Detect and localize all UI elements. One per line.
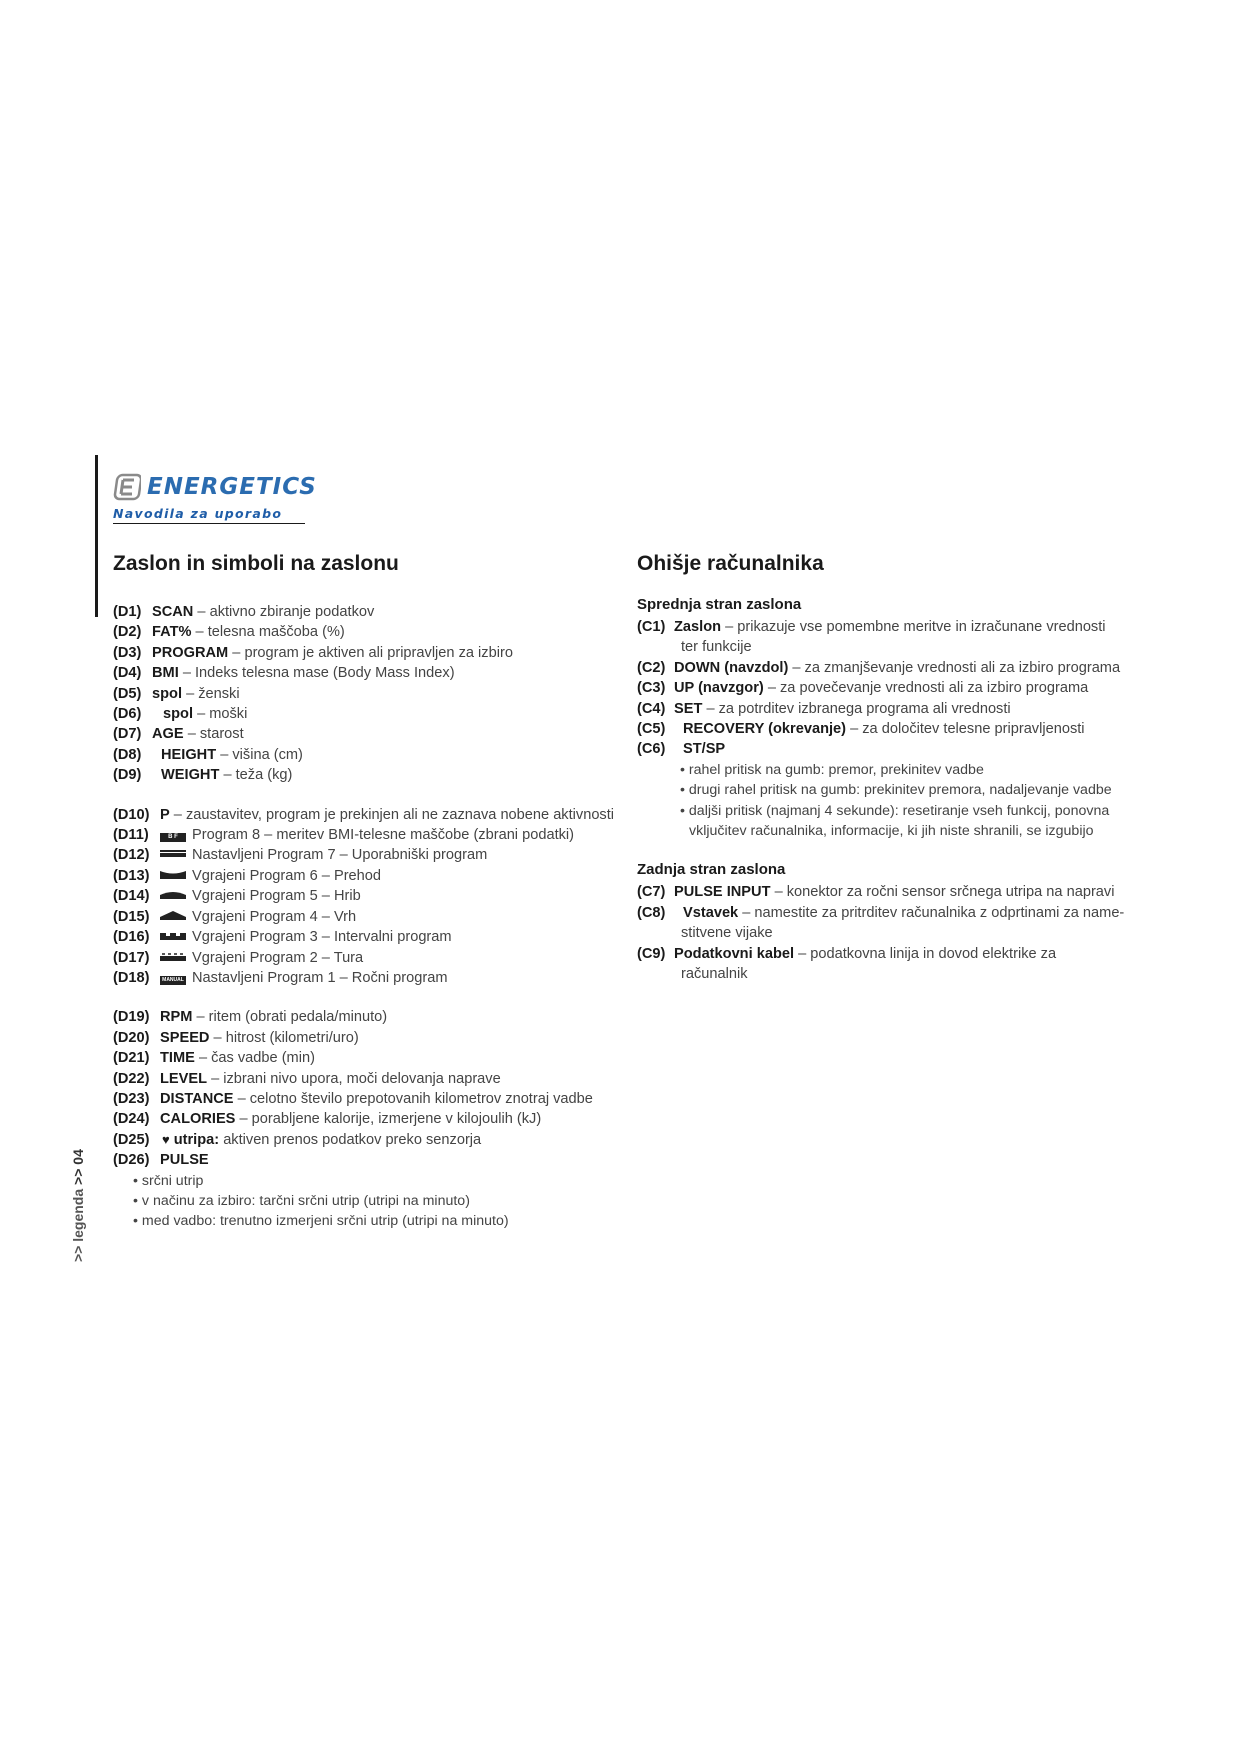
list-item: (C9) Podatkovni kabel – podatkovna linija in dovod elektrike za [637, 945, 1057, 962]
list-item: (D22) LEVEL – izbrani nivo upora, moči delovanja naprave [113, 1070, 501, 1087]
list-item: (D23) DISTANCE – celotno število prepotovanih kilometrov znotraj vadbe [113, 1090, 593, 1107]
list-item: (D14) Vgrajeni Program 5 – Hrib [113, 888, 361, 905]
list-item: (D2) FAT% – telesna maščoba (%) [113, 624, 345, 641]
list-item: (C5) RECOVERY (okrevanje) – za določitev telesne pripravljenosti [637, 721, 1085, 738]
list-item: (D16) Vgrajeni Program 3 – Intervalni program [113, 929, 452, 946]
heart-icon: ♥ [162, 1131, 170, 1147]
front-heading: Sprednja stran zaslona [637, 596, 802, 613]
list-item: (D18) MANUAL Nastavljeni Program 1 – Ročni program [113, 969, 448, 986]
list-item: (D21) TIME – čas vadbe (min) [113, 1050, 315, 1067]
symbol-list-2 [113, 805, 633, 989]
list-item: (D19) RPM – ritem (obrati pedala/minuto) [113, 1009, 388, 1026]
list-item: (D17) Vgrajeni Program 2 – Tura [113, 949, 364, 966]
list-item: (D6) spol – moški [113, 706, 248, 723]
list-item: (D13) Vgrajeni Program 6 – Prehod [113, 867, 382, 884]
header-rule [95, 455, 98, 617]
list-item: (D11) B F Program 8 – meritev BMI-telesne maščobe (zbrani podatki) [113, 827, 575, 844]
pulse-bullet: • srčni utrip [133, 1172, 204, 1189]
list-item: (D5) spol – ženski [113, 685, 240, 702]
list-item: (D9) WEIGHT – teža (kg) [113, 767, 293, 784]
st-sp-bullet-continuation: vključitev računalnika, informacije, ki jih niste shranili, se izgubijo [689, 823, 1094, 840]
list-item: (D7) AGE – starost [113, 726, 244, 743]
brand-logo [113, 473, 317, 501]
list-item-continuation: računalnik [681, 966, 748, 983]
list-item: (D3) PROGRAM – program je aktiven ali pripravljen za izbiro [113, 644, 513, 661]
section-title: Ohišje računalnika [637, 552, 824, 575]
side-page-tab: >> legenda >> 04 [70, 1149, 86, 1262]
symbol-list-1 [113, 602, 633, 786]
list-item: (D15) Vgrajeni Program 4 – Vrh [113, 908, 357, 925]
list-item: (C3) UP (navzgor) – za povečevanje vrednosti ali za izbiro programa [637, 680, 1089, 697]
user-program-icon [160, 849, 186, 858]
section-title: Zaslon in simboli na zaslonu [113, 552, 399, 575]
brand-subtitle: Navodila za uporabo [113, 506, 305, 524]
pulse-bullet: • med vadbo: trenutno izmerjeni srčni utrip (utripi na minuto) [133, 1213, 509, 1230]
list-item: (D20) SPEED – hitrost (kilometri/uro) [113, 1029, 359, 1046]
list-item: (C1) Zaslon – prikazuje vse pomembne meritve in izračunane vrednosti [637, 619, 1106, 635]
manual-icon: MANUAL [160, 976, 186, 985]
list-item: (D24) CALORIES – porabljene kalorije, izmerjene v kilojoulih (kJ) [113, 1111, 542, 1128]
list-item: (C7) PULSE INPUT – konektor za ročni sensor srčnega utripa na napravi [637, 884, 1115, 901]
list-item: (D25) ♥ utripa: aktiven prenos podatkov preko senzorja [113, 1130, 633, 1150]
symbol-list-3 [113, 1007, 633, 1231]
energetics-logo-icon [113, 473, 141, 501]
list-item-continuation: stitvene vijake [681, 925, 773, 942]
list-item-continuation: ter funkcije [681, 639, 752, 656]
bf-icon: B F [160, 833, 186, 842]
list-item: (C4) SET – za potrditev izbranega programa ali vrednosti [637, 700, 1011, 717]
list-item: (D10) P – zaustavitev, program je prekinjen ali ne zaznava nobene aktivnosti [113, 806, 615, 823]
tour-profile-icon [160, 952, 186, 961]
peak-profile-icon [160, 911, 186, 920]
st-sp-bullet: • daljši pritisk (najmanj 4 sekunde): resetiranje vseh funkcij, ponovna [680, 802, 1110, 819]
list-item: (D12) Nastavljeni Program 7 – Uporabniški program [113, 847, 488, 864]
list-item: (D4) BMI – Indeks telesna mase (Body Mass Index) [113, 665, 455, 682]
valley-profile-icon [160, 870, 186, 879]
st-sp-bullet: • drugi rahel pritisk na gumb: prekinitev premora, nadaljevanje vadbe [680, 782, 1112, 799]
list-item: (D1) SCAN – aktivno zbiranje podatkov [113, 604, 375, 620]
pulse-bullet: • v načinu za izbiro: tarčni srčni utrip (utripi na minuto) [133, 1192, 470, 1209]
interval-profile-icon [160, 931, 186, 940]
list-item: (C6) ST/SP [637, 741, 726, 758]
hill-profile-icon [160, 890, 186, 899]
brand-name: ENERGETICS [147, 474, 317, 500]
back-heading: Zadnja stran zaslona [637, 861, 786, 879]
computer-housing-section [637, 552, 1137, 985]
display-symbols-section [113, 552, 633, 1232]
list-item: (D8) HEIGHT – višina (cm) [113, 746, 303, 763]
list-item: (C8) Vstavek – namestite za pritrditev računalnika z odprtinami za name- [637, 904, 1125, 921]
st-sp-bullet: • rahel pritisk na gumb: premor, prekinitev vadbe [680, 761, 984, 778]
list-item: (D26) PULSE [113, 1152, 209, 1169]
list-item: (C2) DOWN (navzdol) – za zmanjševanje vrednosti ali za izbiro programa [637, 659, 1121, 676]
